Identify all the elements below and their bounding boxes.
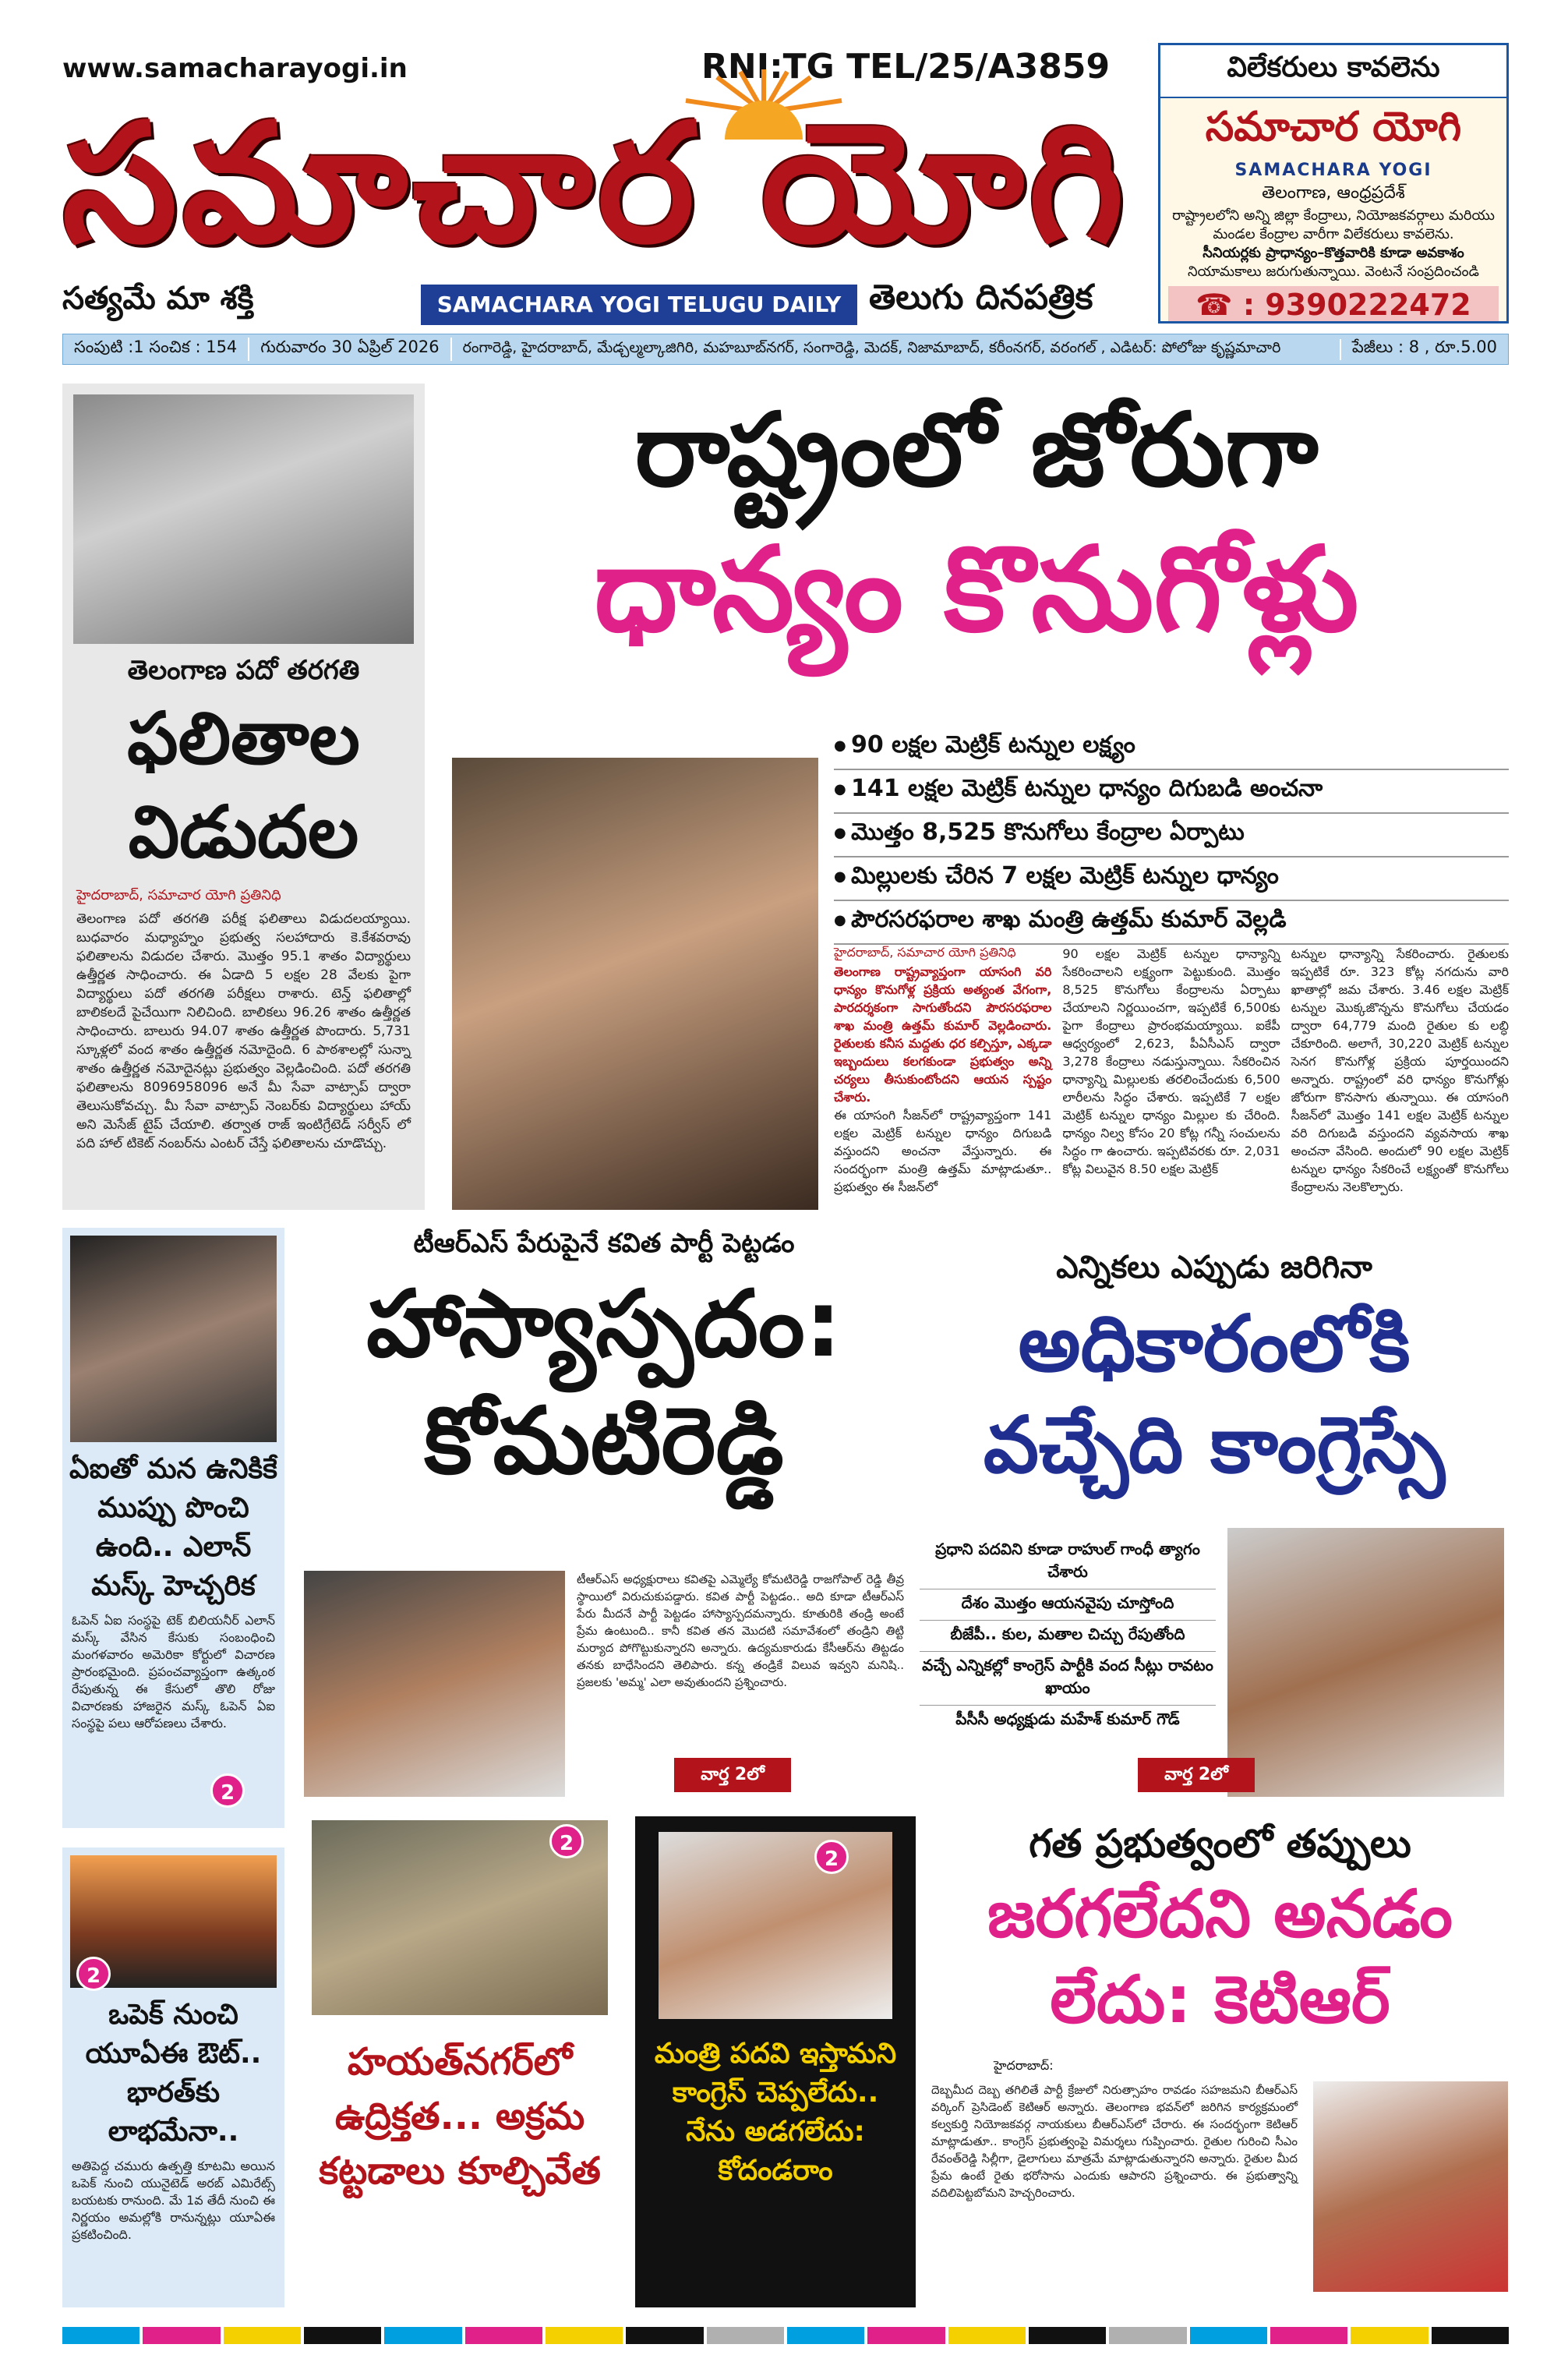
registration-swatch (1270, 2327, 1347, 2344)
registration-swatch (1351, 2327, 1428, 2344)
grain-col1: ఈ యాసంగి సీజన్‌లో రాష్ట్రవ్యాప్తంగా 141 లక్షల మెట్రిక్ టన్నుల ధాన్యం దిగుబడి వస్తుందని అంచనా వేస్తున్నారు. ఈ సందర్భంగా మంత్రి ఉత్తమ్ మాట్లాడుతూ.. ప్రభుత్వం ఈ సీజన్‌లో (834, 1108, 1052, 1194)
kodandaram-headline: మంత్రి పదవి ఇస్తామని కాంగ్రెస్ చెప్పలేదు.. (654, 2038, 897, 2109)
congress-headline-2: వచ్చేది కాంగ్రెస్సే (983, 1399, 1446, 1490)
grain-col3: టన్నుల ధాన్యాన్ని సేకరించారు. రైతులకు ఇప్పటికే రూ. 323 కోట్ల నగదును వారి ఖాతాల్లో జమ చేశారు. 3.46 లక్షల మెట్రిక్ టన్నుల మొక్కజొన్నను కొనుగోలు చేయడం ద్వారా 64,779 మంది రైతుల కు లబ్ధి చేకూరింది. అలాగే, 30,220 మెట్రిక్ టన్నుల సెనగ కొనుగోళ్ల ప్రక్రియ పూర్తయిందని అన్నారు. రాష్ట్రంలో వరి ధాన్యం కొనుగోళ్లు జోరుగా కొనసాగు తున్నాయి. ఈ యాసంగి సీజన్‌లో మొత్తం 141 లక్షల మెట్రిక్ టన్నుల వరి దిగుబడి వస్తుందని వ్యవసాయ శాఖ అంచనా వేసింది. అందులో 90 లక్షల మెట్రిక్ టన్నుల ధాన్యం సేకరించే లక్ష్యంతో కొనుగోలు కేంద్రాలను నెలకొల్పారు. (1291, 946, 1509, 1194)
grain-col2: 90 లక్షల మెట్రిక్ టన్నుల ధాన్యాన్ని సేకరించాలని లక్ష్యంగా పెట్టుకుంది. మొత్తం 8,525 కొనుగోలు కేంద్రాలను ఏర్పాటు చేయాలని నిర్ణయించగా, ఇప్పటికే 6,500కు పైగా కేంద్రాలు ప్రారంభమయ్యాయి. ఐకేపీ ఆధ్వర్యంలో 2,623, పీఏసీఎస్ ద్వారా 3,278 కేంద్రాలు నడుస్తున్నాయి. సేకరించిన ధాన్యాన్ని మిల్లులకు తరలించేందుకు 6,500 లారీలను సిద్ధం చేశారు. ఇప్పటికే 7 లక్షల మెట్రిక్ టన్నుల ధాన్యం మిల్లుల కు చేరింది. ధాన్యం నిల్వ కోసం 20 కోట్ల గన్నీ సంచులను సిద్ధం గా ఉంచారు. ఇప్పటివరకు రూ. 2,031 కోట్ల విలువైన 8.50 లక్షల మెట్రిక్ (1062, 946, 1280, 1176)
issue-info-bar (62, 334, 1509, 365)
ad-line: నియామకాలు జరుగుతున్నాయి. వెంటనే సంప్రదించండి (1188, 263, 1479, 280)
opec-headline: ఒపెక్ నుంచి యూఏఈ ఔట్.. భారత్‌కు లాభమేనా.. (85, 1999, 262, 2148)
opec-story (62, 1848, 284, 2307)
congress-point: పీసీసీ అధ్యక్షుడు మహేశ్ కుమార్ గౌడ్ (955, 1710, 1180, 1728)
musk-story (62, 1228, 284, 1828)
ad-phone-number: 9390222472 (1265, 288, 1471, 322)
grain-bullet: ● పౌరసరఫరాల శాఖ మంత్రి ఉత్తమ్ కుమార్ వెల్లడి (834, 901, 1509, 945)
rni-number: RNI:TG TEL/25/A3859 (701, 47, 1111, 87)
ssc-kicker: తెలంగాణ పదో తరగతి (127, 655, 360, 686)
musk-headline: ఏఐతో మన ఉనికికే ముప్పు పొంచి ఉంది.. ఎలాన్ మస్క్ హెచ్చరిక (69, 1453, 277, 1602)
page-2-badge[interactable]: 2 (549, 1824, 584, 1858)
ktr-photo (1313, 2081, 1508, 2292)
congress-story (920, 1228, 1509, 1805)
ad-logo-en: SAMACHARA YOGI (1234, 161, 1432, 180)
grain-headline-2: ధాన్యం కొనుగోళ్లు (594, 522, 1359, 658)
elon-musk-photo (70, 1236, 277, 1442)
tagline: సత్యమే మా శక్తి (62, 281, 254, 316)
komatireddy-photo (304, 1571, 565, 1797)
ad-state: తెలంగాణ, ఆంధ్రప్రదేశ్ (1262, 183, 1405, 203)
registration-swatch (1190, 2327, 1267, 2344)
ad-title: విలేకరులు కావలెను (1160, 45, 1506, 98)
komati-kicker: టీఆర్ఎస్ పేరుపైనే కవిత పార్టీ పెట్టడం (413, 1228, 795, 1259)
ssc-headline: విడుదల (128, 790, 359, 874)
site-url[interactable]: www.samacharayogi.in (62, 53, 408, 84)
reporters-wanted-ad (1158, 43, 1509, 324)
grain-bullets (834, 727, 1509, 945)
grain-columns (834, 945, 1509, 1196)
registration-swatch (62, 2327, 139, 2344)
grain-lead: తెలంగాణ రాష్ట్రవ్యాప్తంగా యాసంగి వరి ధాన్యం కొనుగోళ్ల ప్రక్రియ అత్యంత వేగంగా, పారదర్శకంగా సాగుతోందని పౌరసరఫరాల శాఖ మంత్రి ఉత్తమ్ కుమార్ వెల్లడించారు. రైతులకు కనీస మద్దతు ధర కల్పిస్తూ, ఎక్కడా ఇబ్బందులు కలగకుండా ప్రభుత్వం అన్ని చర్యలు తీసుకుంటోందని ఆయన స్పష్టం చేశారు. (834, 964, 1052, 1105)
ad-line: రాష్ట్రాలలోని అన్ని జిల్లా కేంద్రాలు, నియోజకవర్గాలు మరియు మండల కేంద్రాల వారీగా విలేకరులు కావలెను. (1172, 207, 1495, 242)
daily-label: SAMACHARA YOGI TELUGU DAILY (421, 285, 857, 325)
registration-swatch (224, 2327, 301, 2344)
komati-headline-1: హాస్యాస్పదం: (366, 1270, 842, 1377)
ssc-results-photo (73, 394, 414, 644)
pages-price: పేజీలు : 8 , రూ.5.00 (1351, 338, 1497, 356)
page-2-badge[interactable]: 2 (210, 1773, 245, 1808)
minister-uttam-photo (452, 758, 818, 1210)
registration-swatch (626, 2327, 703, 2344)
grain-dateline: హైదరాబాద్, సమాచార యోగి ప్రతినిధి (834, 945, 1016, 960)
hayathnagar-story (300, 1816, 620, 2307)
registration-swatch (948, 2327, 1026, 2344)
registration-swatch (707, 2327, 784, 2344)
registration-swatch (143, 2327, 220, 2344)
registration-swatch (1432, 2327, 1509, 2344)
congress-point: వచ్చే ఎన్నికల్లో కాంగ్రెస్ పార్టీకి వంద సీట్లు రావటం ఖాయం (920, 1652, 1216, 1706)
registration-swatch (465, 2327, 542, 2344)
ad-line: సీనియర్లకు ప్రాధాన్యం–కొత్తవారికి కూడా అవకాశం (1202, 245, 1464, 261)
grain-bullet: ● 90 లక్షల మెట్రిక్ టన్నుల లక్ష్యం (834, 727, 1509, 770)
registration-swatch (1109, 2327, 1186, 2344)
issue-date: గురువారం 30 ఏప్రిల్ 2026 (249, 338, 451, 361)
hayath-headline: హయత్‌నగర్‌లో ఉద్రిక్తత... అక్రమ కట్టడాలు కూల్చివేత (319, 2040, 601, 2193)
page-2-badge[interactable]: 2 (76, 1957, 111, 1991)
congress-point: ప్రధాని పదవిని కూడా రాహుల్ గాంధీ త్యాగం చేశారు (920, 1536, 1216, 1589)
komatireddy-story (300, 1228, 908, 1805)
registration-swatch (867, 2327, 945, 2344)
newspaper-logo (62, 86, 1130, 288)
ktr-headline-1: జరగలేదని అనడం (987, 1876, 1453, 1952)
grain-bullet: ● మొత్తం 8,525 కొనుగోలు కేంద్రాల ఏర్పాటు (834, 814, 1509, 857)
ktr-dateline: హైదరాబాద్: (994, 2058, 1054, 2073)
opec-body: అతిపెద్ద చమురు ఉత్పత్తి కూటమి అయిన ఒపెక్ నుంచి యునైటెడ్ అరబ్ ఎమిరేట్స్ బయటకు రానుంది. మే 1వ తేదీ నుంచి ఈ నిర్ణయం అమల్లోకి రానున్నట్లు యూఏఈ ప్రకటించింది. (72, 2159, 275, 2242)
congress-point: దేశం మొత్తం ఆయనవైపు చూస్తోంది (920, 1589, 1216, 1621)
grain-bullet: ● 141 లక్షల మెట్రిక్ టన్నుల ధాన్యం దిగుబడి అంచనా (834, 770, 1509, 814)
editions-list: రంగారెడ్డి, హైదరాబాద్, మేడ్చల్మల్కాజిగిరి, మహబూబ్‌నగర్, సంగారెడ్డి, మెదక్, నిజామాబాద్, కరీంనగర్, వరంగల్ , ఎడిటర్: పోలోజు కృష్ణమాచారి (452, 339, 1341, 360)
ktr-kicker: గత ప్రభుత్వంలో తప్పులు (1029, 1821, 1411, 1866)
mahesh-goud-photo (1227, 1528, 1504, 1797)
ad-logo: సమాచార యోగి (1205, 103, 1462, 150)
komati-headline-2: కోమటిరెడ్డి (424, 1387, 784, 1494)
registration-swatch (1029, 2327, 1106, 2344)
color-registration-strip (62, 2327, 1509, 2344)
ktr-headline-2: లేదు: కెటిఆర్ (1050, 1961, 1390, 2038)
musk-body: ఓపెన్ ఏఐ సంస్థపై టెక్ బిలియనీర్ ఎలాన్ మస్క్ వేసిన కేసుకు సంబంధించి మంగళవారం అమెరికా కోర్టులో విచారణ ప్రారంభమైంది. ప్రపంచవ్యాప్తంగా ఉత్కంఠ రేపుతున్న ఈ కేసులో తొలి రోజు విచారణకు హాజరైన మస్క్ ఓపెన్ ఏఐ సంస్థపై పలు ఆరోపణలు చేశారు. (72, 1613, 275, 1731)
congress-headline-1: అధికారంలోకి (1018, 1298, 1411, 1389)
ssc-results-story (62, 384, 425, 1210)
registration-swatch (546, 2327, 623, 2344)
logo-text: సమాచార యోగి (62, 87, 1129, 279)
registration-swatch (384, 2327, 461, 2344)
ssc-body: తెలంగాణ పదో తరగతి పరీక్ష ఫలితాలు విడుదలయ్యాయి. బుధవారం మధ్యాహ్నం ప్రభుత్వ సలహాదారు కె.కేశవరావు ఫలితాలను విడుదల చేశారు. మొత్తం 95.1 శాతం విద్యార్థులు ఉత్తీర్ణత సాధించారు. ఈ ఏడాది 5 లక్షల 28 వేలకు పైగా విద్యార్థులు పదో తరగతి పరీక్షలు రాశారు. టెన్త్ ఫలితాల్లో బాలికలదే పైచేయిగా నిలిచింది. బాలికలు 96.26 శాతం ఉత్తీర్ణత సాధించారు. బాలురు 94.07 శాతం ఉత్తీర్ణత పొందారు. 5,731 స్కూళ్లలో వంద శాతం ఉత్తీర్ణత నమోదైంది. 6 పాఠశాలల్లో సున్నా శాతం ఉత్తీర్ణత నమోదైనట్లు ప్రభుత్వం వెల్లడించింది. పదో తరగతి ఫలితాలను 8096958096 అనే మీ సేవా వాట్సాప్ ద్వారా తెలుసుకోవచ్చు. మీ సేవా వాట్సాప్ నెంబర్‌కు విద్యార్థులు హాయ్ అని మెసేజ్ టైప్ చేయాలి. తర్వాత రాజ్ ఇంటిగ్రేటెడ్ సర్వీస్ లో పది హాల్ టికెట్ నంబర్‌ను ఎంటర్ చేస్తే ఫలితాలను చూడొచ్చు. (76, 911, 411, 1151)
registration-swatch (787, 2327, 864, 2344)
ad-phone[interactable] (1168, 286, 1499, 324)
ktr-story (931, 1816, 1509, 2307)
dinapatrika-label: తెలుగు దినపత్రిక (869, 278, 1093, 317)
komati-body: టీఆర్ఎస్ అధ్యక్షురాలు కవితపై ఎమ్మెల్యే కోమటిరెడ్డి రాజగోపాల్ రెడ్డి తీవ్ర స్థాయిలో విరుచుకుపడ్డారు. కవిత పార్టీ పెట్టడం.. అది కూడా టీఆర్ఎస్ పేరు మీదనే పార్టీ పెట్టడం హాస్యాస్పదమన్నారు. కూతురికి తండ్రి అంటే ప్రేమ ఉంటుంది.. కానీ కవిత తన మొదటి సమావేశంలో తండ్రిని తిట్టి మర్యాద పోగొట్టుకున్నారని అన్నారు. ఉద్యమకారుడు కేసీఆర్‌ను తిట్టడం తనకు బాధేసిందని తెలిపారు. కన్న తండ్రికే విలువ ఇవ్వని మనిషి.. ప్రజలకు 'అమ్మ' ఎలా అవుతుందని ప్రశ్నించారు. (577, 1572, 904, 1689)
kodandaram-story (635, 1816, 916, 2307)
registration-swatch (304, 2327, 381, 2344)
volume-issue: సంపుటి :1 సంచిక : 154 (63, 338, 249, 361)
grain-bullet: ● మిల్లులకు చేరిన 7 లక్షల మెట్రిక్ టన్నుల ధాన్యం (834, 857, 1509, 901)
grain-headline-1: రాష్ట్రంలో జోరుగా (634, 391, 1319, 509)
phone-icon: ☎ : (1195, 288, 1266, 322)
continued-page-2-button[interactable]: వార్త 2లో (1138, 1758, 1255, 1792)
ktr-body: దెబ్బమీద దెబ్బ తగిలితే పార్టీ క్రేజులో నిరుత్సాహం రావడం సహజమని బీఆర్ఎస్ వర్కింగ్ ప్రెసిడెంట్ కెటిఆర్ అన్నారు. తెలంగాణ భవన్‌లో జరిగిన కార్యక్రమంలో కల్వకుర్తి నియోజకవర్గ నాయకులు బీఆర్ఎస్‌లో చేరారు. ఈ సందర్భంగా కెటిఆర్ మాట్లాడుతూ.. కాంగ్రెస్ ప్రభుత్వంపై విమర్శలు గుప్పించారు. రైతుల గురించి సీఎం రేవంత్‌రెడ్డి సిల్లీగా, డైలాగులు మాత్రమే మాట్లాడుతున్నారని అన్నారు. రైతుల మీద ప్రేమ ఉంటే రైతు భరోసాను ఎందుకు ఆపారని ప్రశ్నించారు. ఈ ప్రభుత్వాన్ని వదిలిపెట్టబోమని హెచ్చరించారు. (931, 2083, 1298, 2200)
kodandaram-photo (659, 1832, 892, 2019)
congress-point: బీజేపీ.. కుల, మతాల చిచ్చు రేపుతోంది (920, 1621, 1216, 1652)
ssc-headline: ఫలితాల (127, 697, 360, 780)
ssc-dateline: హైదరాబాద్, సమాచార యోగి ప్రతినిధి (76, 887, 281, 903)
continued-page-2-button[interactable]: వార్త 2లో (674, 1758, 791, 1792)
congress-points (920, 1536, 1216, 1736)
congress-kicker: ఎన్నికలు ఎప్పుడు జరిగినా (1056, 1250, 1372, 1285)
grain-procurement-story (444, 384, 1509, 1210)
page-2-badge[interactable]: 2 (814, 1840, 849, 1874)
kodandaram-headline: నేను అడగలేదు: కోదండరాం (686, 2116, 865, 2187)
